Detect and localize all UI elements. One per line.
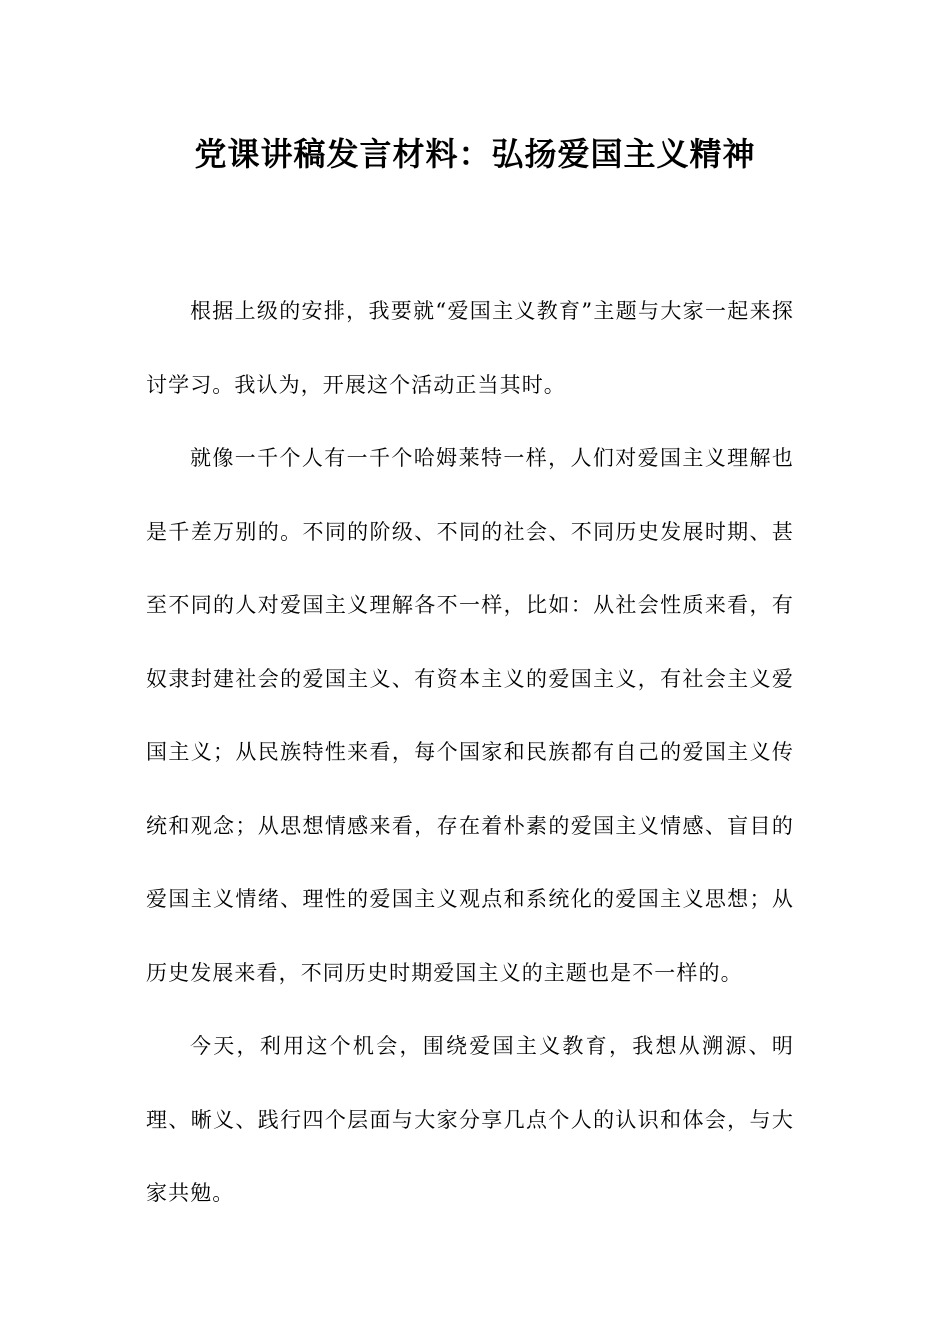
- paragraph-intro: 根据上级的安排，我要就“爱国主义教育”主题与大家一起来探讨学习。我认为，开展这个活动正当其时。: [146, 299, 794, 397]
- paragraph-understanding: 就像一千个人有一千个哈姆莱特一样，人们对爱国主义理解也是千差万别的。不同的阶级、不同的社会、不同历史发展时期、甚至不同的人对爱国主义理解各不一样，比如：从社会性质来看，有奴隶封建社会的爱国主义、有资本主义的爱国主义，有社会主义爱国主义；从民族特性来看，每个国家和民族都有自己的爱国主义传统和观念；从思想情感来看，存在着朴素的爱国主义情感、盲目的爱国主义情绪、理性的爱国主义观点和系统化的爱国主义思想；从历史发展来看，不同历史时期爱国主义的主题也是不一样的。: [146, 446, 794, 985]
- document-body: [146, 275, 794, 1231]
- document-title: 党课讲稿发言材料：弘扬爱国主义精神: [194, 135, 756, 173]
- paragraph-plan: 今天，利用这个机会，围绕爱国主义教育，我想从溯源、明理、晰义、践行四个层面与大家分享几点个人的认识和体会，与大家共勉。: [146, 1034, 794, 1205]
